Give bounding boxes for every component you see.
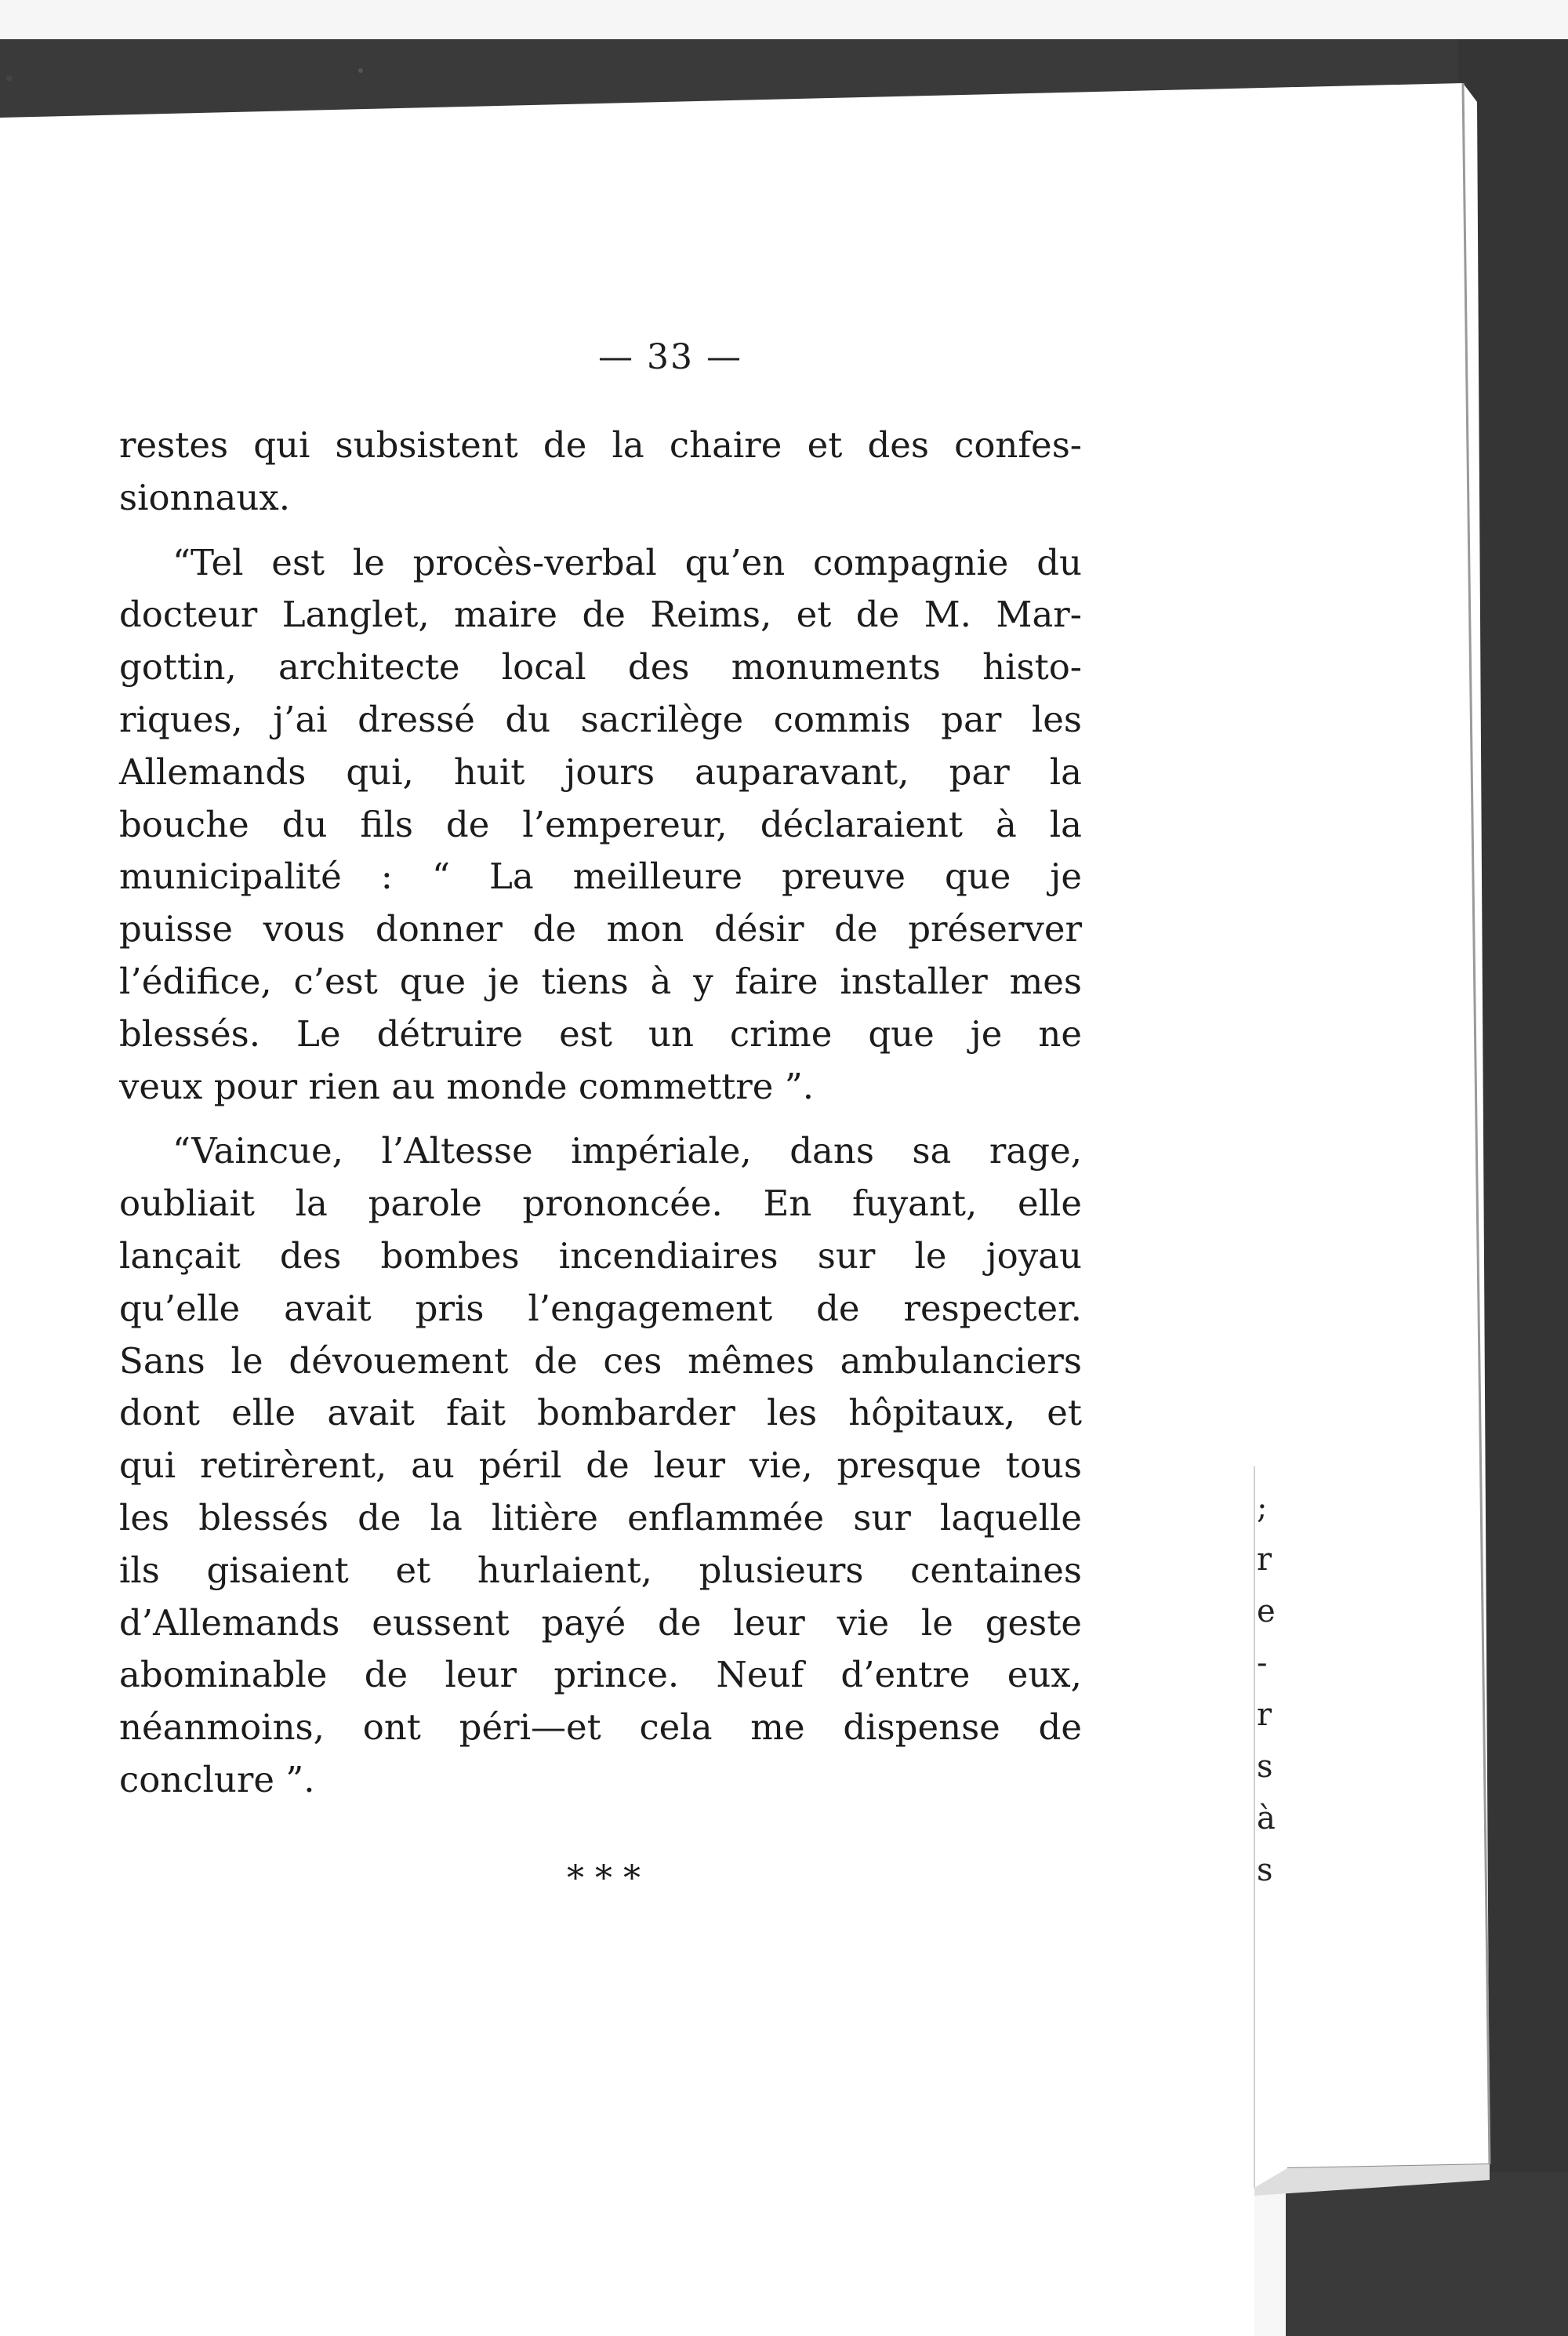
text-line: municipalité : “ La meilleure preuve que je: [119, 856, 1082, 898]
text-line: blessés. Le détruire est un crime que je ne: [119, 1012, 1082, 1055]
bleed-char: ;: [1257, 1490, 1268, 1526]
text-line: ils gisaient et hurlaient, plusieurs centaines: [119, 1549, 1082, 1591]
underlying-page-edge-text: [1257, 1482, 1288, 1896]
page-number: — 33 —: [598, 337, 742, 377]
bleed-char: à: [1257, 1800, 1276, 1836]
text-line: d’Allemands eussent payé de leur vie le geste: [119, 1601, 1082, 1644]
text-line: docteur Langlet, maire de Reims, et de M. Mar-: [119, 594, 1082, 636]
text-line: restes qui subsistent de la chaire et des confes-: [119, 424, 1082, 466]
text-line: qui retirèrent, au péril de leur vie, presque tous: [119, 1444, 1082, 1487]
bleed-char: -: [1257, 1645, 1268, 1681]
text-line: veux pour rien au monde commettre ”.: [119, 1065, 815, 1107]
text-line: sionnaux.: [119, 476, 291, 518]
text-line: “Tel est le procès-verbal qu’en compagnie du: [172, 541, 1082, 583]
bleed-char: e: [1257, 1593, 1276, 1629]
paragraph-3: [119, 1125, 1082, 1806]
text-line: gottin, architecte local des monuments histo-: [119, 646, 1082, 688]
bleed-char: r: [1257, 1542, 1272, 1578]
text-line: Sans le dévouement de ces mêmes ambulanciers: [119, 1339, 1082, 1382]
text-line: les blessés de la litière enflammée sur laquelle: [119, 1496, 1082, 1539]
text-line: puisse vous donner de mon désir de préserver: [119, 908, 1082, 950]
text-line: bouche du fils de l’empereur, déclaraient à la: [119, 803, 1082, 845]
text-line: dont elle avait fait bombarder les hôpitaux, et: [119, 1392, 1082, 1434]
text-line: oubliait la parole prononcée. En fuyant, elle: [119, 1183, 1082, 1225]
text-line: lançait des bombes incendiaires sur le joyau: [119, 1234, 1082, 1277]
text-line: néanmoins, ont péri—et cela me dispense de: [119, 1706, 1082, 1749]
text-line: l’édifice, c’est que je tiens à y faire installer mes: [119, 960, 1082, 1002]
text-line: qu’elle avait pris l’engagement de respecter.: [119, 1287, 1082, 1329]
text-line: “Vaincue, l’Altesse impériale, dans sa rage,: [172, 1130, 1082, 1172]
text-line: abominable de leur prince. Neuf d’entre eux,: [119, 1654, 1082, 1696]
bleed-char: s: [1257, 1852, 1273, 1888]
bleed-char: s: [1257, 1749, 1273, 1785]
asterism-separator: * * *: [567, 1858, 641, 1898]
page-body-text: [119, 420, 1082, 1819]
text-line: riques, j’ai dressé du sacrilège commis par les: [119, 698, 1082, 740]
paragraph-2: [119, 537, 1082, 1114]
text-line: conclure ”.: [119, 1758, 315, 1800]
bleed-char: r: [1257, 1697, 1272, 1733]
text-line: Allemands qui, huit jours auparavant, par la: [119, 750, 1082, 793]
paragraph-1: [119, 420, 1082, 525]
